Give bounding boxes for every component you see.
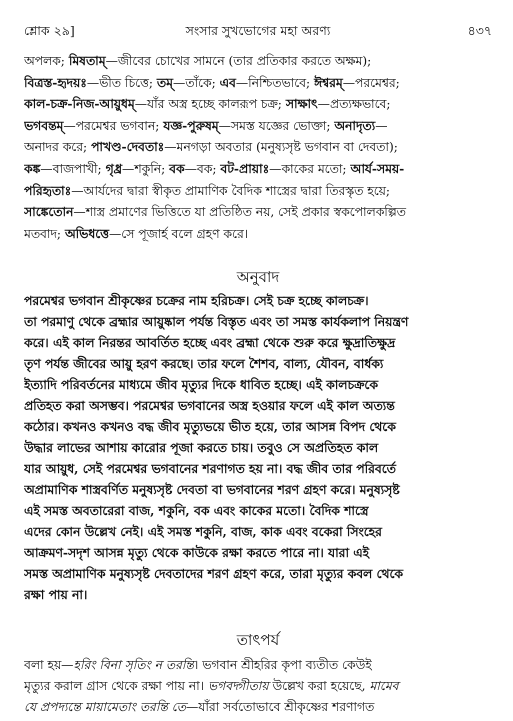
text-run: । ভগবান শ্রীহরির কৃপা ব্যতীত কেউই bbox=[193, 658, 372, 672]
sanskrit-term: অভিধত্তে bbox=[64, 225, 109, 241]
text-run: —যাঁর অস্ত্র হচ্ছে কালরূপ চক্র; bbox=[134, 97, 286, 112]
sanskrit-term: সাক্ষাৎ bbox=[285, 96, 318, 112]
translation-line: এই সমস্ত অবতারেরা বাজ, শকুনি, বক এবং কাকের মতো। বৈদিক শাস্ত্রে bbox=[24, 503, 369, 518]
purport-heading: তাৎপর্য bbox=[236, 631, 280, 649]
sanskrit-term: বট-প্রায়াঃ bbox=[220, 160, 270, 176]
translation-line: ইত্যাদি পরিবর্তনের মাধ্যমে জীব মৃত্যুর দিকে ধাবিত হচ্ছে। এই কালচক্রকে bbox=[24, 377, 378, 392]
synonyms-line bbox=[24, 223, 492, 245]
text-run: —বক; bbox=[184, 161, 221, 176]
text-run: —সমস্ত যজ্ঞের ভোক্তা; bbox=[218, 118, 335, 133]
purport-line bbox=[24, 655, 492, 676]
sanskrit-term: সাঙ্কেতোন bbox=[24, 204, 74, 220]
synonyms-line bbox=[24, 201, 492, 223]
translation-line: পরমেশ্বর ভগবান শ্রীকৃষ্ণের চক্রের নাম হরিচক্র। সেই চক্র হচ্ছে কালচক্র। bbox=[24, 293, 369, 308]
sanskrit-term: গৃধ্র bbox=[105, 160, 123, 176]
sanskrit-term: ভগবন্তম্ bbox=[24, 117, 64, 133]
book-page bbox=[24, 0, 492, 721]
translation-line: প্রতিহত করা অসম্ভব। পরমেশ্বর ভগবানের অস্ত্র হওয়ার ফলে এই কাল অত্যন্ত bbox=[24, 398, 395, 413]
sanskrit-term: তম্ bbox=[156, 74, 173, 90]
text-run: —প্রত্যক্ষভাবে; bbox=[317, 97, 391, 112]
text-run: —কাকের মতো; bbox=[269, 161, 351, 176]
synonyms-line bbox=[24, 93, 492, 115]
translation-line: তা পরমাণু থেকে ব্রহ্মার আয়ুষ্কাল পর্যন্ত বিস্তৃত এবং তা সমস্ত কার্যকলাপ নিয়ন্ত্রণ bbox=[24, 314, 409, 329]
text-run: —যাঁরা সর্বতোভাবে শ্রীকৃষ্ণের শরণাগত bbox=[185, 700, 375, 714]
text-run: —পরমেশ্বর; bbox=[342, 75, 400, 90]
quoted-verse: মামেব bbox=[369, 679, 399, 693]
quoted-verse: হরিং বিনা সৃতিং ন তরন্তি bbox=[73, 658, 194, 672]
translation-line: তৃণ পর্যন্ত জীবের আয়ু হরণ করছে। তার ফলে শৈশব, বাল্য, যৌবন, বার্ধক্য bbox=[24, 356, 384, 371]
synonyms-line bbox=[24, 158, 492, 180]
sanskrit-term: যজ্ঞ-পুরুষম্ bbox=[163, 117, 219, 133]
synonyms-line bbox=[24, 115, 492, 137]
text-run: অনাদর করে; bbox=[24, 140, 92, 155]
translation-line: কঠোর। কখনও কখনও বদ্ধ জীব মৃত্যুভয়ে ভীত হয়ে, তার আসন্ন বিপদ থেকে bbox=[24, 419, 396, 434]
text-run: —ভীত চিত্তে; bbox=[86, 75, 157, 90]
translation-text bbox=[24, 290, 492, 605]
text-run: — bbox=[375, 118, 388, 133]
text-run: —সে পূজার্হ বলে গ্রহণ করে। bbox=[108, 226, 249, 241]
text-run: মৃত্যুর করাল গ্রাস থেকে রক্ষা পায় না। bbox=[24, 679, 208, 693]
sanskrit-term: পরিহৃতাঃ bbox=[24, 182, 72, 198]
translation-line: অপ্রামাণিক শাস্ত্রবর্ণিত মনুষ্যসৃষ্ট দেবতা বা ভগবানের শরণ গ্রহণ করে। মনুষ্যসৃষ্ট bbox=[24, 482, 400, 497]
purport-line bbox=[24, 676, 492, 697]
translation-line: এদের কোন উল্লেখ নেই। এই সমস্ত শকুনি, বাজ, কাক এবং বকেরা সিংহের bbox=[24, 524, 382, 539]
word-for-word-synonyms bbox=[24, 50, 492, 244]
quoted-verse: যে প্রপদ্যন্তে মায়ামেতাং তরন্তি তে bbox=[24, 700, 186, 714]
purport-line bbox=[24, 697, 492, 718]
text-run: —নিশ্চিতভাবে; bbox=[235, 75, 315, 90]
text-run: —তাঁকে; bbox=[172, 75, 220, 90]
translation-line: আক্রমণ-সদৃশ আসন্ন মৃত্যু থেকে কাউকে রক্ষা করতে পারে না। যারা এই bbox=[24, 545, 370, 560]
text-run: অপলক; bbox=[24, 54, 69, 68]
sanskrit-term: কাল-চক্র-নিজ-আয়ুধম্ bbox=[24, 96, 135, 112]
text-run: মতবাদ; bbox=[24, 226, 65, 241]
sanskrit-term: কঙ্ক bbox=[24, 160, 41, 176]
text-run: —শকুনি; bbox=[122, 161, 170, 176]
quoted-verse: ভগবদ্গীতায় bbox=[208, 679, 269, 693]
purport-text bbox=[24, 655, 492, 718]
sanskrit-term: পাখণ্ড-দেবতাঃ bbox=[91, 139, 165, 155]
text-run: —জীবের চোখের সামনে (তার প্রতিকার করতে অক্ষম); bbox=[105, 54, 372, 68]
translation-line: করে। এই কাল নিরন্তর আবর্তিত হচ্ছে এবং ব্রহ্মা থেকে শুরু করে ক্ষুদ্রাতিক্ষুদ্র bbox=[24, 335, 396, 350]
running-header bbox=[24, 22, 492, 40]
synonyms-line bbox=[24, 180, 492, 202]
sanskrit-term: এব bbox=[219, 74, 236, 90]
text-run: উল্লেখ করা হয়েছে, bbox=[268, 679, 370, 693]
text-run: —পরমেশ্বর ভগবান; bbox=[63, 118, 164, 133]
synonyms-line bbox=[24, 50, 492, 72]
synonyms-line bbox=[24, 72, 492, 94]
verse-reference: শ্লোক ২৯] bbox=[24, 23, 75, 38]
sanskrit-term: ঈশ্বরম্ bbox=[314, 74, 343, 90]
text-run: —শাস্ত্র প্রমাণের ভিত্তিতে যা প্রতিষ্ঠিত নয়, সেই প্রকার স্বকপোলকল্পিত bbox=[73, 205, 406, 220]
chapter-title: সংসার সুখভোগের মহা অরণ্য bbox=[185, 23, 331, 38]
text-run: —বাজপাখী; bbox=[40, 161, 106, 176]
text-run: —আর্যদের দ্বারা স্বীকৃত প্রামাণিক বৈদিক শাস্ত্রের দ্বারা তিরস্কৃত হয়ে; bbox=[71, 183, 391, 198]
sanskrit-term: আর্য-সময়- bbox=[350, 160, 405, 176]
sanskrit-term: বক bbox=[169, 160, 185, 176]
translation-line: সমস্ত অপ্রামাণিক মনুষ্যসৃষ্ট দেবতাদের শরণ গ্রহণ করে, তারা মৃত্যুর কবল থেকে bbox=[24, 566, 403, 581]
page-number: ৪৩৭ bbox=[467, 23, 492, 38]
translation-line: উদ্ধার লাভের আশায় কারোর পূজা করতে চায়। তবুও সে অপ্রতিহত কাল bbox=[24, 440, 379, 455]
text-run: বলা হয়— bbox=[24, 658, 74, 672]
translation-line: রক্ষা পায় না। bbox=[24, 587, 88, 602]
translation-heading: অনুবাদ bbox=[236, 268, 280, 286]
sanskrit-term: মিষতাম্ bbox=[68, 53, 106, 68]
synonyms-line bbox=[24, 136, 492, 158]
text-run: —মনগড়া অবতার (মনুষ্যসৃষ্ট ভগবান বা দেবতা); bbox=[164, 140, 398, 155]
translation-line: যার আয়ুধ, সেই পরমেশ্বর ভগবানের শরণাগত হয় না। বদ্ধ জীব তার পরিবর্তে bbox=[24, 461, 396, 476]
sanskrit-term: অনাদৃত্য bbox=[334, 117, 376, 133]
sanskrit-term: বিত্রস্ত-হৃদয়ঃ bbox=[24, 74, 87, 90]
